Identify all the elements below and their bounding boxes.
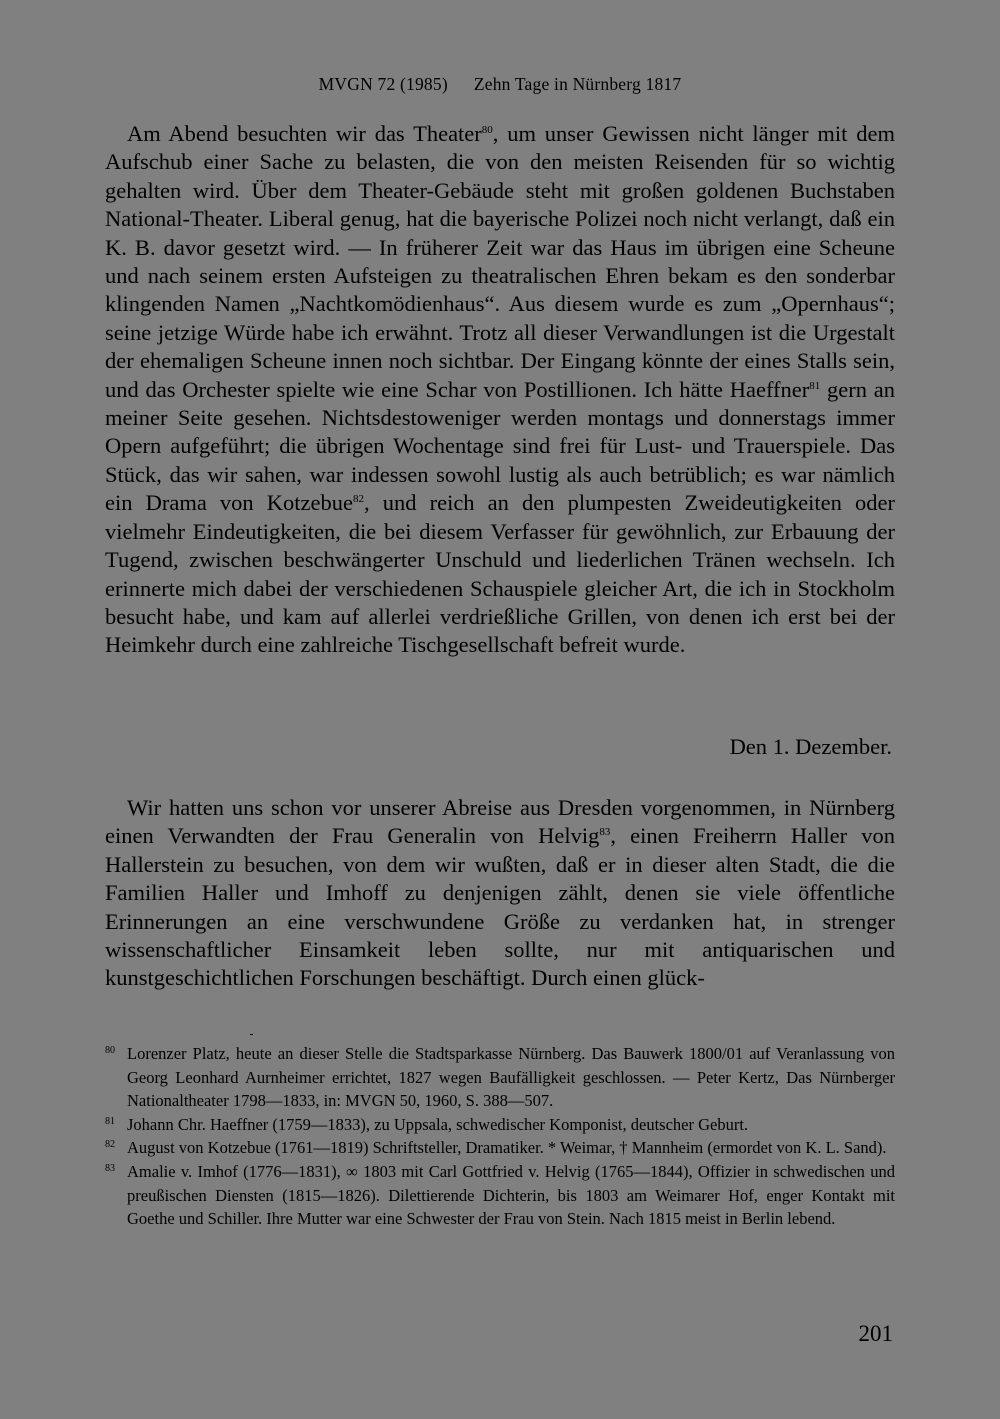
page-number: 201 (858, 1321, 893, 1346)
footnote-number: 83 (105, 1162, 115, 1174)
footnote-number: 82 (105, 1139, 115, 1151)
footnote-83 (105, 1160, 895, 1231)
footnote-82 (105, 1136, 895, 1160)
text-run: Wir hatten uns schon vor unserer Abreise aus Dresden vorgenommen, in Nürnberg einen Verwandten der Frau Generalin von Helvig (105, 795, 895, 849)
text-run: , und reich an den plumpesten Zweideutigkeiten oder vielmehr Eindeutigkeiten, die bei diesem Verfasser für gewöhnlich, zur Erbauung der Tugend, zwischen beschwängerter Unschuld und liederlichen Tränen wechseln. Ich erinnerte mich dabei der verschiedenen Schauspiele gleicher Art, die ich in Stockholm besucht habe, und kam auf allerlei verdrießliche Grillen, von denen ich erst bei der Heimkehr durch eine zahlreiche Tischgesellschaft befreit wurde. (105, 490, 895, 658)
footnote-81 (105, 1113, 895, 1137)
text-run: Am Abend besuchten wir das Theater (127, 121, 482, 146)
footnote-text: Amalie v. Imhof (1776—1831), ∞ 1803 mit Carl Gottfried v. Helvig (1765—1844), Offizier in schwedischen und preußischen Diensten (1815—1826). Dilettierende Dichterin, bis 1803 am Weimarer Hof, enger Kontakt mit Goethe und Schiller. Ihre Mutter war eine Schwester der Frau von Stein. Nach 1815 meist in Berlin lebend. (127, 1161, 895, 1229)
text-run: , einen Freiherrn Haller von Hallerstein zu besuchen, von dem wir wußten, daß er in dieser alten Stadt, die die Familien Haller und Imhoff zu denjenigen zählt, denen sie viele öffentliche Erinnerungen an eine verschwundene Größe zu verdanken hat, in strenger wissenschaftlicher Einsamkeit leben sollte, nur mit antiquarischen und kunstgeschichtlichen Forschungen beschäftigt. Durch einen glück- (105, 823, 895, 991)
footnote-ref-80[interactable]: 80 (481, 124, 493, 136)
footnotes (105, 1042, 895, 1231)
footnote-divider (250, 1034, 253, 1035)
footnote-ref-83[interactable]: 83 (599, 826, 611, 839)
text-run: gern an meiner Seite gesehen. Nichtsdestoweniger werden montags und donnerstags immer Opern aufgeführt; die übrigen Wochentage sind frei für Lust- und Trauerspiele. Das Stück, das wir sahen, war indessen sowohl lustig als auch betrüblich; es war nämlich ein Drama von Kotzebue (105, 376, 895, 516)
footnote-text: August von Kotzebue (1761—1819) Schriftsteller, Dramatiker. * Weimar, † Mannheim (ermordet von K. L. Sand). (127, 1138, 887, 1158)
body-paragraph-1 (105, 120, 895, 660)
footnote-text: Johann Chr. Haeffner (1759—1833), zu Uppsala, schwedischer Komponist, deutscher Geburt. (127, 1114, 749, 1134)
journal-reference: MVGN 72 (1985) (318, 74, 448, 94)
text-run: , um unser Gewissen nicht länger mit dem Aufschub einer Sache zu belasten, die von den meisten Reisenden für so wichtig gehalten wird. Über dem Theater-Gebäude steht mit großen goldenen Buchstaben National-Theater. Liberal genug, hat die bayerische Polizei noch nicht verlangt, daß ein K. B. davor gesetzt wird. — In früherer Zeit war das Haus im übrigen eine Scheune und nach seinem ersten Aufsteigen zu theatralischen Ehren bekam es den sonderbar klingenden Namen „Nachtkomödienhaus“. Aus diesem wurde es zum „Opernhaus“; seine jetzige Würde habe ich erwähnt. Trotz all dieser Verwandlungen ist die Urgestalt der ehemaligen Scheune innen noch sichtbar. Der Eingang könnte der eines Stalls sein, und das Orchester spielte wie eine Schar von Postillionen. Ich hätte Haeffner (105, 121, 895, 402)
footnote-number: 81 (105, 1115, 115, 1127)
dateline: Den 1. Dezember. (729, 734, 892, 759)
footnote-number: 80 (105, 1045, 115, 1056)
running-head (0, 74, 1000, 95)
footnote-80 (105, 1042, 895, 1113)
footnote-text: Lorenzer Platz, heute an dieser Stelle die Stadtsparkasse Nürnberg. Das Bauwerk 1800/01 auf Veranlassung von Georg Leonhard Aurnheimer errichtet, 1827 wegen Baufälligkeit geschlossen. — Peter Kertz, Das Nürnberger Nationaltheater 1798—1833, in: MVGN 50, 1960, S. 388—507. (127, 1044, 895, 1111)
footnote-ref-81[interactable]: 81 (809, 379, 821, 392)
article-title: Zehn Tage in Nürnberg 1817 (473, 74, 682, 94)
body-paragraph-2 (105, 794, 895, 993)
footnote-ref-82[interactable]: 82 (353, 493, 364, 506)
